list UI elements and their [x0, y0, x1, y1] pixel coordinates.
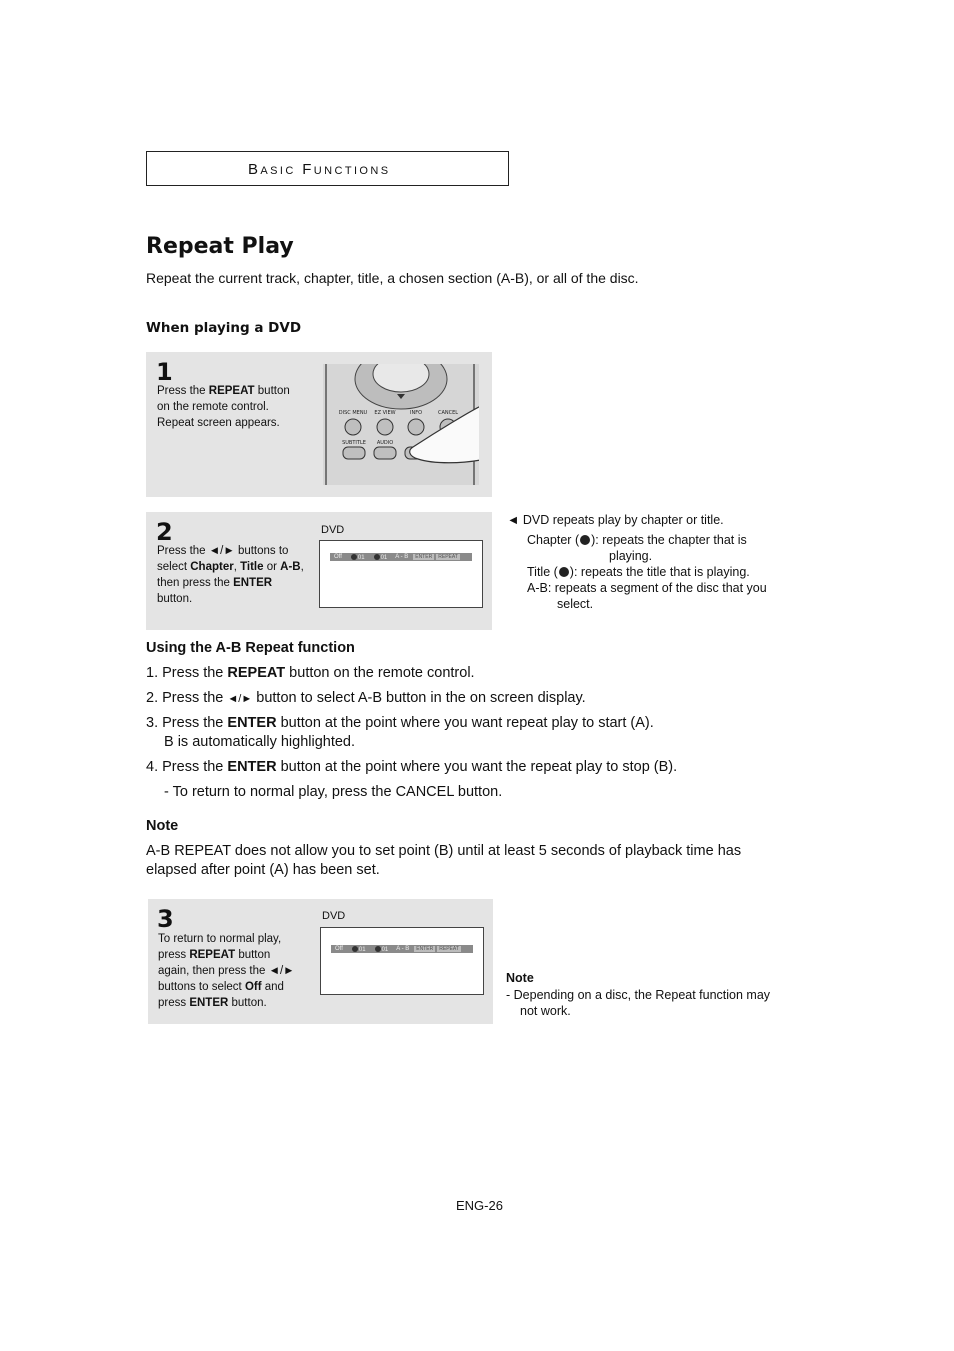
remote-label-disc-menu: DISC MENU: [338, 410, 368, 416]
step3-number: 3: [157, 905, 174, 933]
chapter-icon: [351, 554, 357, 560]
title-icon: [375, 946, 381, 952]
ab-item-4: 4. Press the ENTER button at the point where you want the repeat play to stop (B).: [146, 759, 678, 775]
step2-number: 2: [156, 518, 173, 546]
title-repeat-icon: [559, 567, 569, 577]
arrow-left-right-icon: ◄/►: [208, 545, 235, 557]
remote-label-ez-view: EZ VIEW: [374, 410, 396, 416]
section-header-label: Basic Functions: [248, 161, 391, 178]
ab-item-1: 1. Press the REPEAT button on the remote control.: [146, 665, 475, 681]
ab-item-2: 2. Press the ◄/► button to select A-B button in the on screen display.: [146, 690, 586, 706]
note2-line2: not work.: [520, 1004, 571, 1018]
ab-section-heading: Using the A-B Repeat function: [146, 640, 355, 656]
remote-label-cancel: CANCEL: [437, 410, 459, 416]
osd-repeat-button[interactable]: REPEAT: [438, 554, 458, 560]
step1-description: Press the REPEAT button on the remote control. Repeat screen appears.: [157, 385, 290, 429]
osd-off: Off: [335, 946, 343, 952]
remote-illustration: [323, 364, 479, 485]
remote-label-subtitle: SUBTITLE: [342, 440, 366, 446]
osd-repeat-button[interactable]: REPEAT: [439, 946, 459, 952]
ab-item-3-cont: B is automatically highlighted.: [164, 734, 356, 750]
note1-line2: elapsed after point (A) has been set.: [146, 862, 380, 878]
step2-osd-label: DVD: [321, 524, 345, 536]
osd-ab: A - B: [396, 946, 410, 952]
note2-line1: - Depending on a disc, the Repeat function may: [506, 988, 771, 1002]
ab-item-3: 3. Press the ENTER button at the point where you want repeat play to start (A).: [146, 715, 654, 731]
ab-dash-note: - To return to normal play, press the CANCEL button.: [164, 784, 503, 800]
step2-description: Press the ◄/► buttons to select Chapter, Title or A-B, then press the ENTER button.: [157, 545, 304, 605]
remote-label-info: INFO: [409, 410, 423, 416]
page-title: Repeat Play: [146, 234, 294, 259]
chapter-icon: [352, 946, 358, 952]
osd-ab: A - B: [395, 554, 409, 560]
arrow-left-right-icon: ◄/►: [268, 965, 295, 977]
step3-description: To return to normal play, press REPEAT button again, then press the ◄/► buttons to select Off and press ENTER button.: [158, 933, 295, 1009]
step3-osd-screen: [320, 927, 484, 995]
chapter-repeat-icon: [580, 535, 590, 545]
step3-osd-bar: Off 01 01 A - B ENTER REPEAT: [331, 945, 473, 953]
step2-osd-bar: Off 01 01 A - B ENTER REPEAT: [330, 553, 472, 561]
note2-heading: Note: [506, 971, 534, 985]
subhead-dvd: When playing a DVD: [146, 320, 302, 336]
title-icon: [374, 554, 380, 560]
step3-osd-label: DVD: [322, 910, 346, 922]
side-info: ◄ DVD repeats play by chapter or title. Chapter ( ): repeats the chapter that is playing. Title ( ): repeats the title that is playing. A-B: repeats a segment of the disc that you select.: [507, 513, 767, 611]
osd-enter-button[interactable]: ENTER: [415, 554, 433, 560]
osd-enter-button[interactable]: ENTER: [416, 946, 434, 952]
page-number: ENG-26: [456, 1198, 503, 1213]
step2-osd-screen: [319, 540, 483, 608]
note1-heading: Note: [146, 818, 179, 834]
osd-off: Off: [334, 554, 342, 560]
remote-control-image: [323, 364, 479, 485]
step1-number: 1: [156, 358, 173, 386]
note1-line1: A-B REPEAT does not allow you to set point (B) until at least 5 seconds of playback time has: [146, 843, 742, 859]
intro-text: Repeat the current track, chapter, title, a chosen section (A-B), or all of the disc.: [146, 270, 639, 286]
remote-label-audio: AUDIO: [376, 440, 394, 446]
